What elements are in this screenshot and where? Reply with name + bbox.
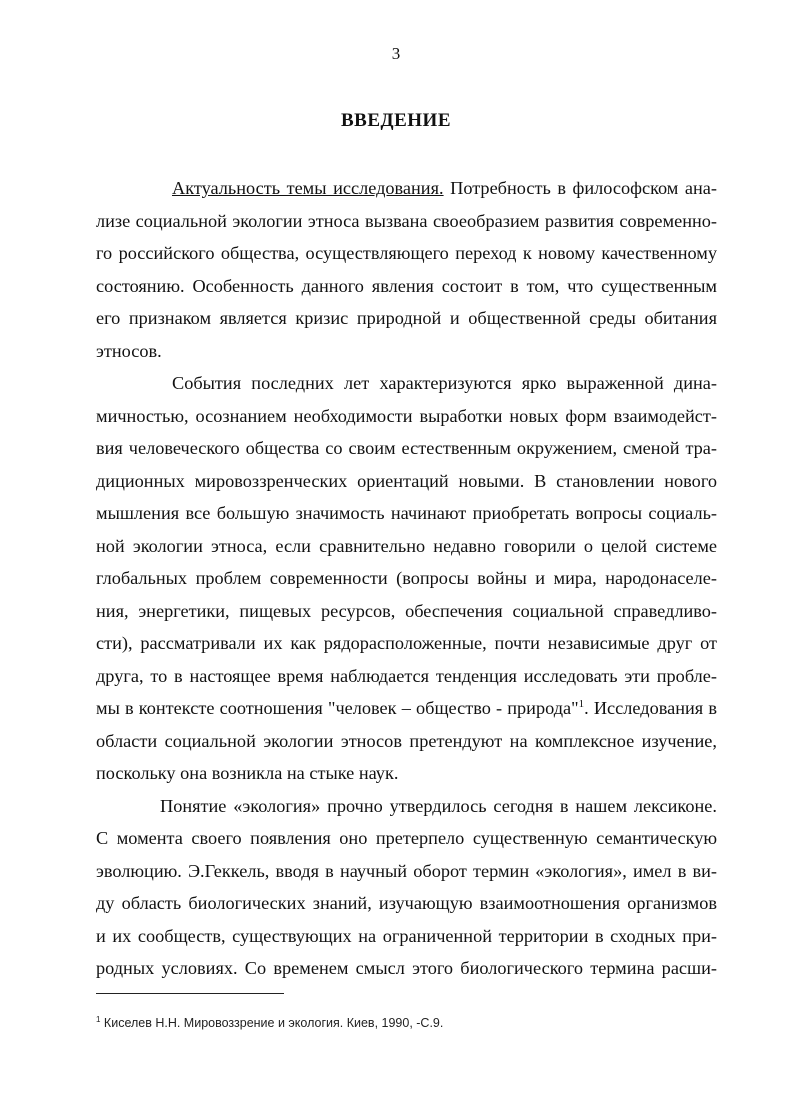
text-line: родных условиях. Со временем смысл этого биологического термина расши- xyxy=(96,958,717,978)
text-line: области социальной экологии этносов претендуют на комплексное изучение, xyxy=(96,730,717,751)
text-line: С момента своего появления оно претерпело существенную семантическую xyxy=(96,828,717,848)
footnote-marker: 1 xyxy=(96,1014,101,1024)
text-line: ной экологии этноса, если сравнительно недавно говорили о целой системе xyxy=(96,535,717,556)
text-line: друга, то в настоящее время наблюдается тенденция исследовать эти пробле- xyxy=(96,665,717,686)
text-line: эволюцию. Э.Геккель, вводя в научный оборот термин «экология», имел в ви- xyxy=(96,860,717,881)
footnote-divider xyxy=(96,993,284,994)
text-line: диционных мировоззренческих ориентаций новыми. В становлении нового xyxy=(96,470,717,491)
text-line: его признаком является кризис природной и общественной среды обитания xyxy=(96,308,717,328)
page-title: ВВЕДЕНИЕ xyxy=(341,110,451,131)
text-line: ния, энергетики, пищевых ресурсов, обеспечения социальной справедливо- xyxy=(96,600,717,621)
paragraph-recent-events xyxy=(96,367,717,790)
body-text xyxy=(96,172,717,985)
text-line: мы в контексте соотношения "человек – общество - природа"$^1$. Исследования в xyxy=(96,697,717,718)
text-line: События последних лет характеризуются ярко выраженной дина- xyxy=(172,373,717,393)
footnote-text: Киселев Н.Н. Мировоззрение и экология. Киев, 1990, -С.9. xyxy=(100,1016,444,1030)
page-number: 3 xyxy=(391,44,401,63)
footnote-reference[interactable]: 1 xyxy=(578,697,585,710)
text-line: глобальных проблем современности (вопросы войны и мира, народонаселе- xyxy=(96,568,717,588)
paragraph-ecology-concept xyxy=(96,790,717,985)
text-line: лизе социальной экологии этноса вызвана своеобразием развития современно- xyxy=(96,210,717,231)
text-line: мичностью, осознанием необходимости выработки новых форм взаимодейст- xyxy=(96,405,717,426)
text-line: этносов. xyxy=(96,340,162,361)
text-line: Понятие «экология» прочно утвердилось сегодня в нашем лексиконе. xyxy=(160,795,717,816)
text-line: вия человеческого общества со своим естественным окружением, сменой тра- xyxy=(96,438,717,458)
footnote xyxy=(96,1016,443,1030)
text-line: состоянию. Особенность данного явления состоит в том, что существенным xyxy=(96,275,717,296)
section-lead: Актуальность темы исследования. xyxy=(172,178,444,198)
text-line: ду область биологических знаний, изучающую взаимоотношения организмов xyxy=(96,893,717,913)
text-line: и их сообществ, существующих на ограниченной территории в сходных при- xyxy=(96,925,717,946)
text-line: Актуальность темы исследования. Потребность в философском ана- xyxy=(172,178,718,198)
text-line: го российского общества, осуществляющего переход к новому качественному xyxy=(96,243,717,263)
text-line: мышления все большую значимость начинают приобретать вопросы социаль- xyxy=(96,503,717,523)
paragraph-relevance xyxy=(96,172,717,367)
text-line: поскольку она возникла на стыке наук. xyxy=(96,763,399,783)
text-line: сти), рассматривали их как рядорасположенные, почти независимые друг от xyxy=(96,633,717,653)
